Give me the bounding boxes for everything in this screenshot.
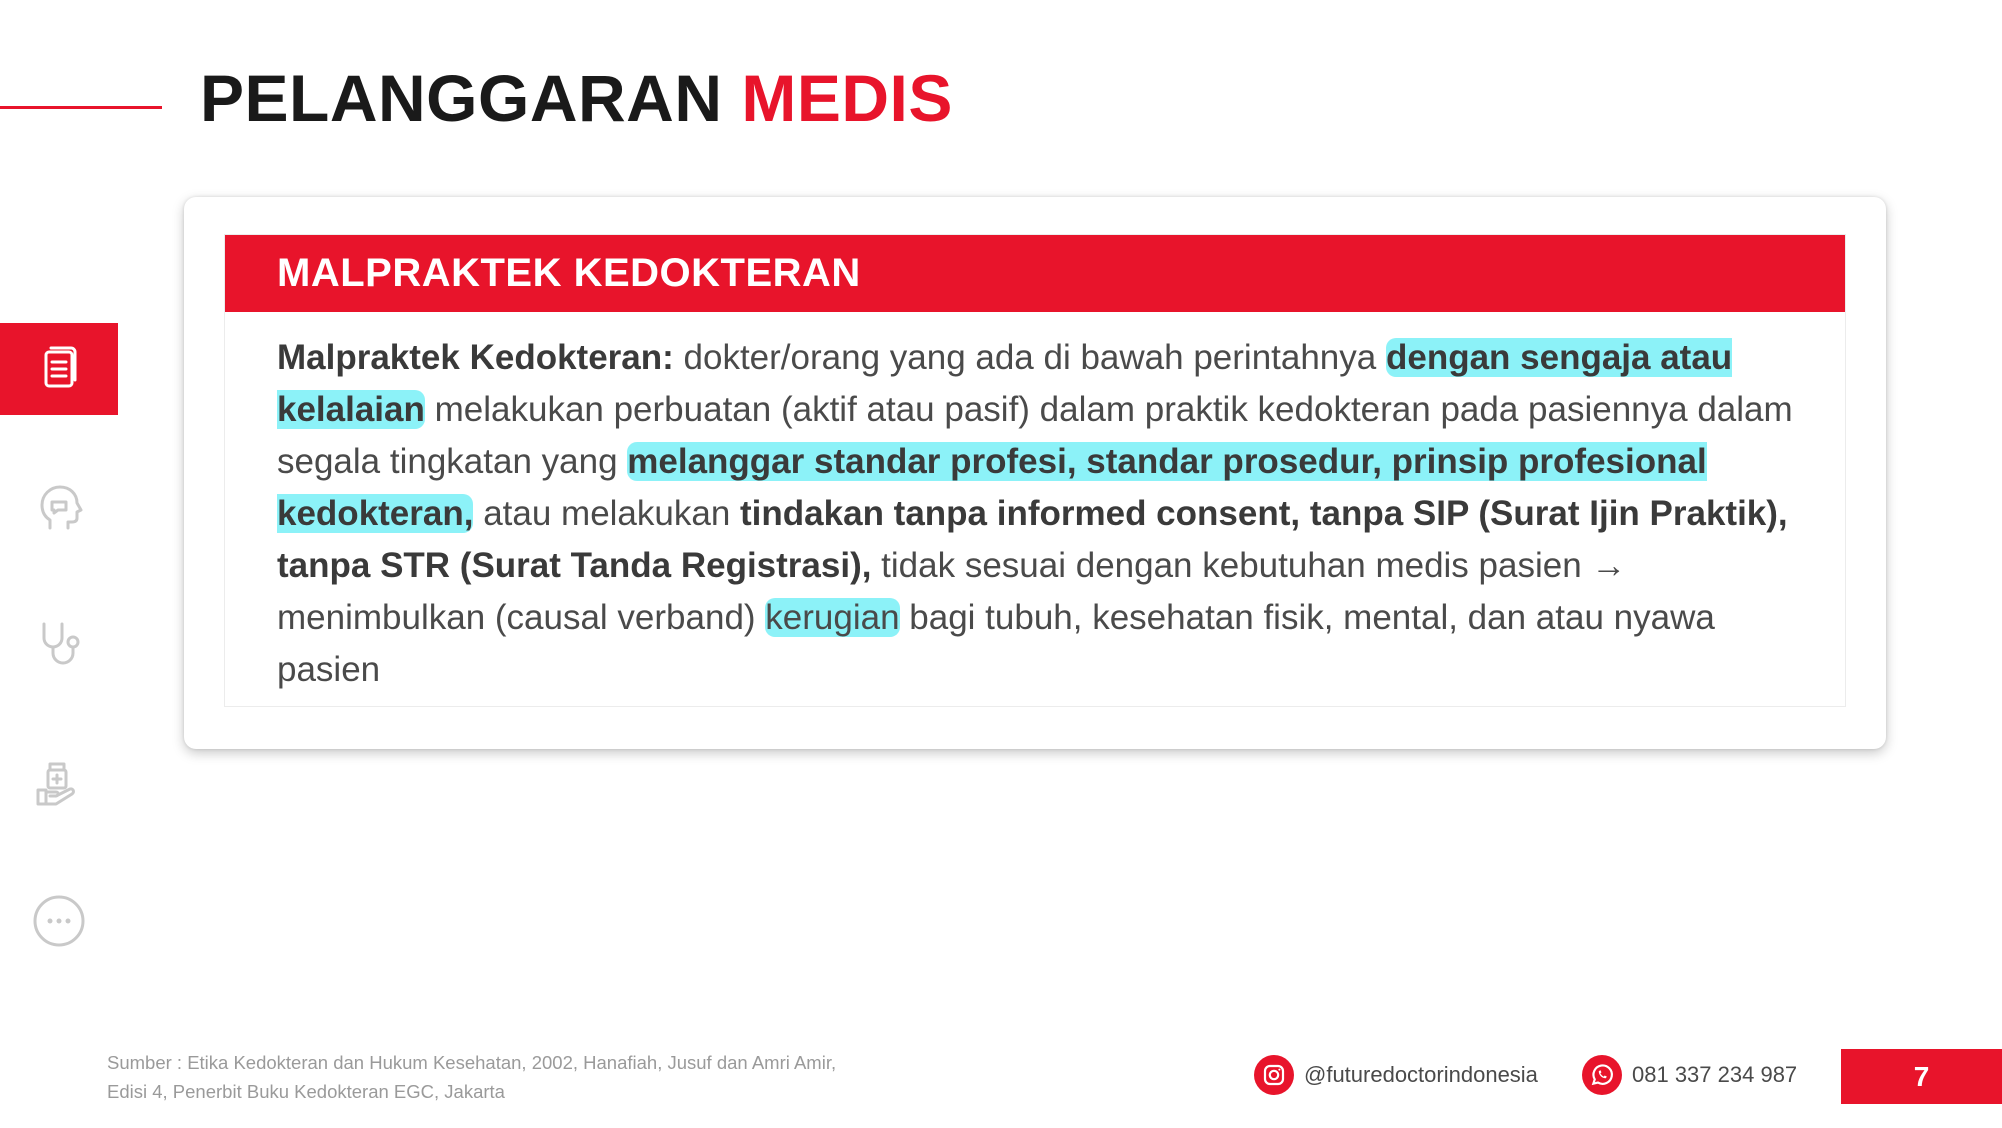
- bold-phrase: tindakan tanpa informed consent, tanpa SIP (Surat Ijin Praktik), tanpa STR (Surat Tanda Registrasi),: [277, 494, 1788, 585]
- highlighted-phrase: kerugian: [765, 598, 900, 637]
- whatsapp-contact[interactable]: [1582, 1055, 1797, 1095]
- source-citation: [107, 1048, 836, 1106]
- page-number: 7: [1841, 1049, 2002, 1104]
- whatsapp-icon: [1582, 1055, 1622, 1095]
- whatsapp-number: 081 337 234 987: [1632, 1062, 1798, 1087]
- sidebar-item-more[interactable]: [0, 875, 118, 967]
- sidebar-item-medicine[interactable]: [0, 737, 118, 829]
- panel-body: [225, 312, 1845, 696]
- body-text-segment: atau melakukan: [473, 494, 741, 533]
- definition-term: Malpraktek Kedokteran:: [277, 338, 674, 377]
- highlighted-phrase: dengan sengaja atau kelalaian: [277, 338, 1733, 429]
- hand-medicine-icon: [32, 756, 86, 810]
- stethoscope-icon: [32, 618, 86, 672]
- source-line: Edisi 4, Penerbit Buku Kedokteran EGC, Jakarta: [107, 1081, 505, 1102]
- header-accent-line: [0, 106, 162, 109]
- definition-text: [277, 332, 1811, 696]
- title-red: MEDIS: [741, 61, 953, 135]
- body-text-segment: dokter/orang yang ada di bawah perintahnya: [673, 338, 1386, 377]
- head-mind-icon: [32, 480, 86, 534]
- instagram-contact[interactable]: [1254, 1055, 1538, 1095]
- panel-heading: MALPRAKTEK KEDOKTERAN: [225, 235, 1845, 312]
- content-card: [184, 197, 1886, 749]
- sidebar-item-stethoscope[interactable]: [0, 599, 118, 691]
- body-text-segment: tidak sesuai dengan kebutuhan medis pasien → menimbulkan (causal verband): [277, 546, 1627, 637]
- body-text-segment: bagi tubuh, kesehatan fisik, mental, dan atau nyawa pasien: [277, 598, 1715, 689]
- body-text-segment: melakukan perbuatan (aktif atau pasif) dalam praktik kedokteran pada pasiennya dalam segala tingkatan yang: [277, 390, 1793, 481]
- sidebar-item-document[interactable]: [0, 323, 118, 415]
- document-list-icon: [32, 342, 86, 396]
- instagram-handle: @futuredoctorindonesia: [1304, 1062, 1538, 1087]
- highlighted-phrase: melanggar standar profesi, standar prosedur, prinsip profesional kedokteran,: [277, 442, 1707, 533]
- more-dots-icon: [32, 894, 86, 948]
- source-line: Sumber : Etika Kedokteran dan Hukum Kesehatan, 2002, Hanafiah, Jusuf dan Amri Amir,: [107, 1052, 837, 1073]
- sidebar-item-mind[interactable]: [0, 461, 118, 553]
- title-dark: PELANGGARAN: [200, 61, 723, 135]
- instagram-icon: [1254, 1055, 1294, 1095]
- page-title: [200, 60, 953, 136]
- definition-panel: [224, 234, 1846, 707]
